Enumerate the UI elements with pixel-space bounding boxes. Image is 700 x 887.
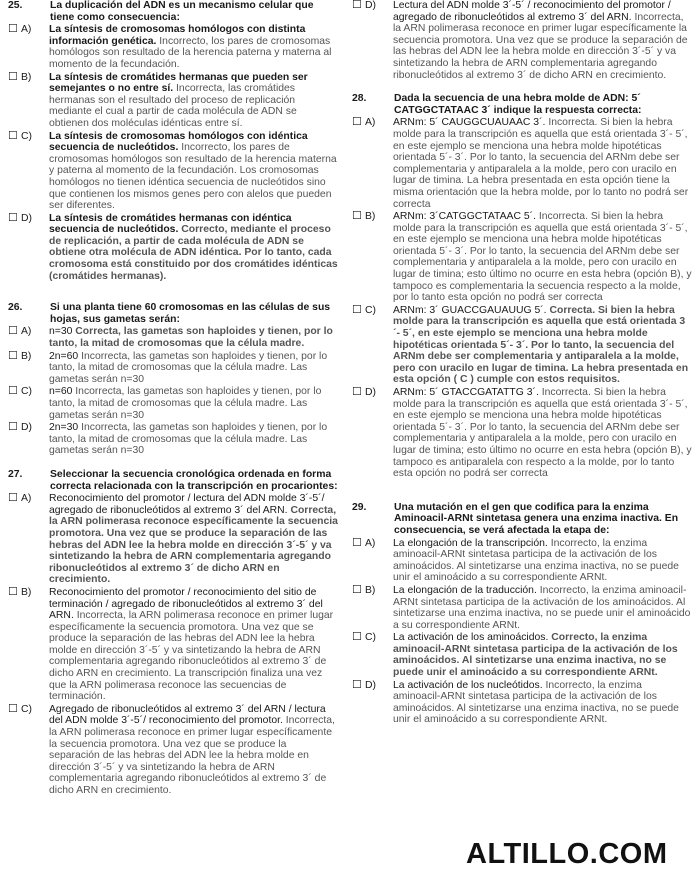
option-stem: La síntesis de cromátides hermanas que pueden ser semejantes o no entre sí. [49,71,308,95]
site-brand: ALTILLO.COM [466,838,668,870]
checkbox-icon[interactable]: ☐ [8,129,18,142]
checkbox-icon[interactable]: ☐ [8,421,18,434]
option-feedback: Incorrecto, la enzima aminoacil-ARNt sintetasa participa de la activación de los aminoácidos. Al sintetizarse una enzima inactiva, no se puede unir el aminoácido a su correspondiente ARNt. [393,679,679,726]
option-letter: A) [21,24,32,36]
option-letter: A) [21,493,32,505]
checkbox-icon[interactable]: ☐ [8,70,18,83]
option-letter: C) [365,304,376,316]
question-27-continued [352,0,692,81]
option-a[interactable] [8,24,338,70]
checkbox-icon[interactable]: ☐ [352,536,362,549]
left-column [8,0,338,809]
checkbox-icon[interactable]: ☐ [8,211,18,224]
checkbox-icon[interactable]: ☐ [352,0,362,11]
option-letter: D) [365,679,376,691]
option-correct-feedback: Correcta, la ARN polimerasa reconoce específicamente la secuencia promotora. Una vez que se produce la separación de las hebras del ADN lee la hebra molde en dirección 3´-5´ y va sintetizando la hebra de ARN complementaria agregando ribonucleótidos al extremo 3´ de dicho ARN en crecimiento. [49,504,338,586]
option-a[interactable] [8,326,338,349]
option-letter: D) [365,387,376,398]
checkbox-icon[interactable]: ☐ [8,492,18,505]
question-text: Seleccionar la secuencia cronológica ordenada en forma correcta relacionada con la transcripción en procariontes: [50,468,338,492]
checkbox-icon[interactable]: ☐ [352,210,362,223]
option-feedback: Incorrecto, la enzima aminoacil-ARNt sintetasa participa de la activación de los aminoácidos. Al sintetizarse una enzima inactiva, no se puede unir el aminoácido a su correspondiente ARNt. [393,537,679,584]
option-a[interactable] [352,538,692,584]
option-stem: 2n=60 [49,350,79,362]
option-stem: n=30 [49,326,73,338]
checkbox-icon[interactable]: ☐ [352,678,362,691]
option-stem: ARNm: 3´ GUACCGAUAUUG 5´. [393,304,547,316]
checkbox-icon[interactable]: ☐ [8,23,18,36]
option-feedback: Incorrecta, la ARN polimerasa reconoce en primer lugar específicamente la secuencia promotora. Una vez que se produce la separación de las hebras del ADN lee la hebra molde en dirección 3´-5´ y va sintetizando la hebra de ARN complementaria agregando ribonucleótidos al extremo 3´ de dicho ARN en crecimiento. [49,715,335,796]
option-stem: ARNm: 5´ GTACCGATATTG 3´. [393,387,539,398]
option-feedback: Incorrecta, la ARN polimerasa reconoce en primer lugar específicamente la secuencia promotora. Una vez que se produce la separación de las hebras del ADN lee la hebra molde en dirección 3´-5´ y va sintetizando la hebra de ARN complementaria agregando ribonucleótidos al extremo 3´ de dicho ARN en crecimiento. La transcripción finaliza una vez que la ARN polimerasa reconoce las secuencias de terminación. [49,610,334,703]
option-letter: C) [21,703,32,715]
option-letter: B) [365,211,376,223]
option-d[interactable] [8,422,338,457]
checkbox-icon[interactable]: ☐ [352,583,362,596]
option-feedback: Incorrecto, los pares de cromosomas homólogos son resultado de la herencia paterna y materna al momento de la fecundación. [49,35,332,70]
option-feedback: Incorrecta. Si bien la hebra molde para la transcripción es aquella que está orientada 3´- 5´, en este ejemplo se menciona una hebra molde hipotéticas orientada 5´- 3´. Por lo tanto, la secuencia del ARNm debe ser complementaria y antiparalela a la molde, pero con uracilo en lugar de timina; esto último no ocurre en esta hebra (opción B), y tampoco es antiparalela con respecto a la molde, por lo tanto esta opción no podrá ser correcta [393,387,692,480]
option-letter: C) [21,386,32,398]
option-stem: ARNm: 3´CATGGCTATAAC 5´. [393,211,536,223]
option-a[interactable] [352,117,692,210]
option-stem: La elongación de la traducción. [393,584,537,596]
question-text: Dada la secuencia de una hebra molde de ADN: 5´ CATGGCTATAAC 3´ indique la respuesta correcta: [394,93,642,116]
option-b[interactable] [352,585,692,631]
checkbox-icon[interactable]: ☐ [8,385,18,398]
option-letter: A) [365,117,376,129]
option-c[interactable] [8,704,338,797]
option-b[interactable] [8,72,338,130]
checkbox-icon[interactable]: ☐ [352,303,362,316]
checkbox-icon[interactable]: ☐ [8,325,18,338]
question-number: 25. [8,0,23,11]
option-letter: B) [21,71,32,83]
checkbox-icon[interactable]: ☐ [8,349,18,362]
question-28 [352,93,692,480]
option-letter: B) [21,586,32,598]
option-letter: D) [365,0,376,11]
option-letter: C) [365,632,376,644]
option-letter: B) [21,350,32,362]
question-number: 29. [352,501,367,513]
checkbox-icon[interactable]: ☐ [8,702,18,715]
question-27 [8,469,338,797]
question-number: 27. [8,468,23,480]
option-feedback: Incorrecta. Si bien la hebra molde para la transcripción es aquella que está orientada 3´- 5´, en este ejemplo se menciona una hebra molde hipotéticas orientada 5´- 3´. Por lo tanto, la secuencia del ARNm debe ser complementaria y antiparalela a la molde, pero con uracilo en lugar de timina; esto último no ocurre en esta hebra (opción B), y tampoco es complementaria la secuencia respecto a la molde, por lo tanto esta opción no podrá ser correcta [393,211,692,304]
option-b[interactable] [352,211,692,304]
option-correct-feedback: Correcto, la enzima aminoacil-ARNt sintetasa participa de la activación de los aminoácidos. Al sintetizarse una enzima inactiva, no se puede unir el aminoácido a su correspondiente ARNt. [393,632,678,679]
option-letter: D) [21,212,32,224]
option-stem: Agregado de ribonucleótidos al extremo 3´ del ARN / lectura del ADN molde 3´-5´/ reconocimiento del promotor. [49,703,326,727]
checkbox-icon[interactable]: ☐ [352,386,362,398]
option-c[interactable] [8,386,338,421]
option-stem: ARNm: 5´ CAUGGCUAUAAC 3´. [393,117,546,129]
option-letter: A) [21,326,32,338]
option-d[interactable] [352,0,692,81]
question-25 [8,0,338,282]
option-a[interactable] [8,493,338,586]
option-d[interactable] [352,680,692,726]
option-c[interactable] [352,305,692,386]
option-d[interactable] [8,213,338,283]
option-feedback: Incorrecto, la enzima aminoacil-ARNt sintetasa participa de la activación de los aminoácidos. Al sintetizarse una enzima inactiva, no se puede unir el aminoácido a su correspondiente ARNt. [393,584,691,631]
checkbox-icon[interactable]: ☐ [8,585,18,598]
option-correct-feedback: Correcto, mediante el proceso de replicación, a partir de cada molécula de ADN se obtiene otra molécula de ADN idéntica. Por lo tanto, cada cromosoma está constituido por dos cromátides idénticas (cromátides hermanas). [49,224,338,282]
option-feedback: Incorrecto, los pares de cromosomas homólogos son resultado de la herencia materna y paterna al momento de la fecundación. Los cromosomas homólogos no tienen idéntica secuencia de nucleótidos sino que contienen los mismos genes pero con alelos que pueden ser diferentes. [49,142,337,212]
option-feedback: Incorrecta. Si bien la hebra molde para la transcripción es aquella que está orientada 3´- 5´, en este ejemplo se menciona una hebra molde hipotéticas orientada 5´- 3´. Por lo tanto, la secuencia del ARNm debe ser complementaria y antiparalela a la molde, pero con uracilo en lugar de timina. La hebra presentada en esta opción tiene la misma orientación que la hebra molde, por lo tanto no podrá ser correcta [393,117,689,210]
option-stem: La síntesis de cromosomas homólogos con idéntica secuencia de nucleótidos. [49,130,308,154]
question-29 [352,502,692,726]
option-feedback: Incorrecta, las gametas son haploides y tienen, por lo tanto, la mitad de cromosomas que la célula madre. Las gametas serán n=30 [49,422,328,457]
option-stem: La síntesis de cromátides hermanas con idéntica secuencia de nucleótidos. [49,212,292,236]
option-feedback: Incorrecta, las cromátides hermanas son el resultado del proceso de replicación mediante el cual a partir de cada molécula de ADN se obtienen dos moléculas idénticas entre sí. [49,83,297,129]
option-stem: Lectura del ADN molde 3´-5´ / reconocimiento del promotor / agregado de ribonucleótidos al extremo 3´ del ARN. [393,0,671,23]
option-stem: La elongación de la transcripción. [393,537,548,549]
option-c[interactable] [352,632,692,678]
checkbox-icon[interactable]: ☐ [352,631,362,644]
option-letter: C) [21,130,32,142]
option-feedback: Incorrecta, las gametas son haploides y tienen, por lo tanto, la mitad de cromosomas que la célula madre. Las gametas serán n=30 [49,350,328,385]
option-stem: La activación de los nucleótidos. [393,679,543,691]
option-stem: 2n=30 [49,422,79,434]
question-text: Una mutación en el gen que codifica para la enzima Aminoacil-ARNt sintetasa genera una enzima inactiva. En consecuencia, se verá afectada la etapa de: [394,501,679,536]
right-column [352,0,692,738]
option-stem: n=60 [49,386,73,398]
option-stem: La activación de los aminoácidos. [393,632,549,644]
option-feedback: Incorrecta, las gametas son haploides y tienen, por lo tanto, la mitad de cromosomas que la célula madre. Las gametas serán n=30 [49,386,322,421]
option-c[interactable] [8,131,338,212]
question-26 [8,302,338,457]
option-stem: La síntesis de cromosomas homólogos con distinta información genética. [49,24,306,47]
option-correct-feedback: Correcta. Si bien la hebra molde para la transcripción es aquella que está orientada 3´- 5´, en este ejemplo se menciona una hebra molde hipotéticas orientada 5´- 3´. Por lo tanto, la secuencia del ARNm debe ser complementaria y antiparalela a la molde, pero con uracilo en lugar de timina. La hebra presentada en esta opción ( C ) cumple con estos requisitos. [393,304,689,386]
option-stem: Reconocimiento del promotor / reconocimiento del sitio de terminación / agregado de ribonucleótidos al extremo 3´ del ARN. [49,586,323,622]
question-text: La duplicación del ADN es un mecanismo celular que tiene como consecuencia: [50,0,314,23]
option-letter: D) [21,422,32,434]
checkbox-icon[interactable]: ☐ [352,116,362,129]
option-letter: A) [365,537,376,549]
question-number: 28. [352,93,367,105]
option-b[interactable] [8,351,338,386]
option-stem: Reconocimiento del promotor / lectura del ADN molde 3´-5´/ agregado de ribonucleótidos al extremo 3´ del ARN. [49,493,325,516]
option-correct-feedback: Correcta, las gametas son haploides y tienen, por lo tanto, la mitad de cromosomas que la célula madre. [49,326,333,350]
option-d[interactable] [352,387,692,480]
option-letter: B) [365,584,376,596]
question-text: Si una planta tiene 60 cromosomas en las células de sus hojas, sus gametas serán: [50,302,331,325]
option-b[interactable] [8,587,338,703]
option-feedback: Incorrecta, la ARN polimerasa reconoce en primer lugar específicamente la secuencia promotora. Una vez que se produce la separación de las hebras del ADN lee la hebra molde en dirección 3´-5´ y va sintetizando la hebra de ARN complementaria agregando ribonucleótidos al extremo 3´ de dicho ARN en crecimiento. [393,11,688,81]
question-number: 26. [8,302,23,314]
